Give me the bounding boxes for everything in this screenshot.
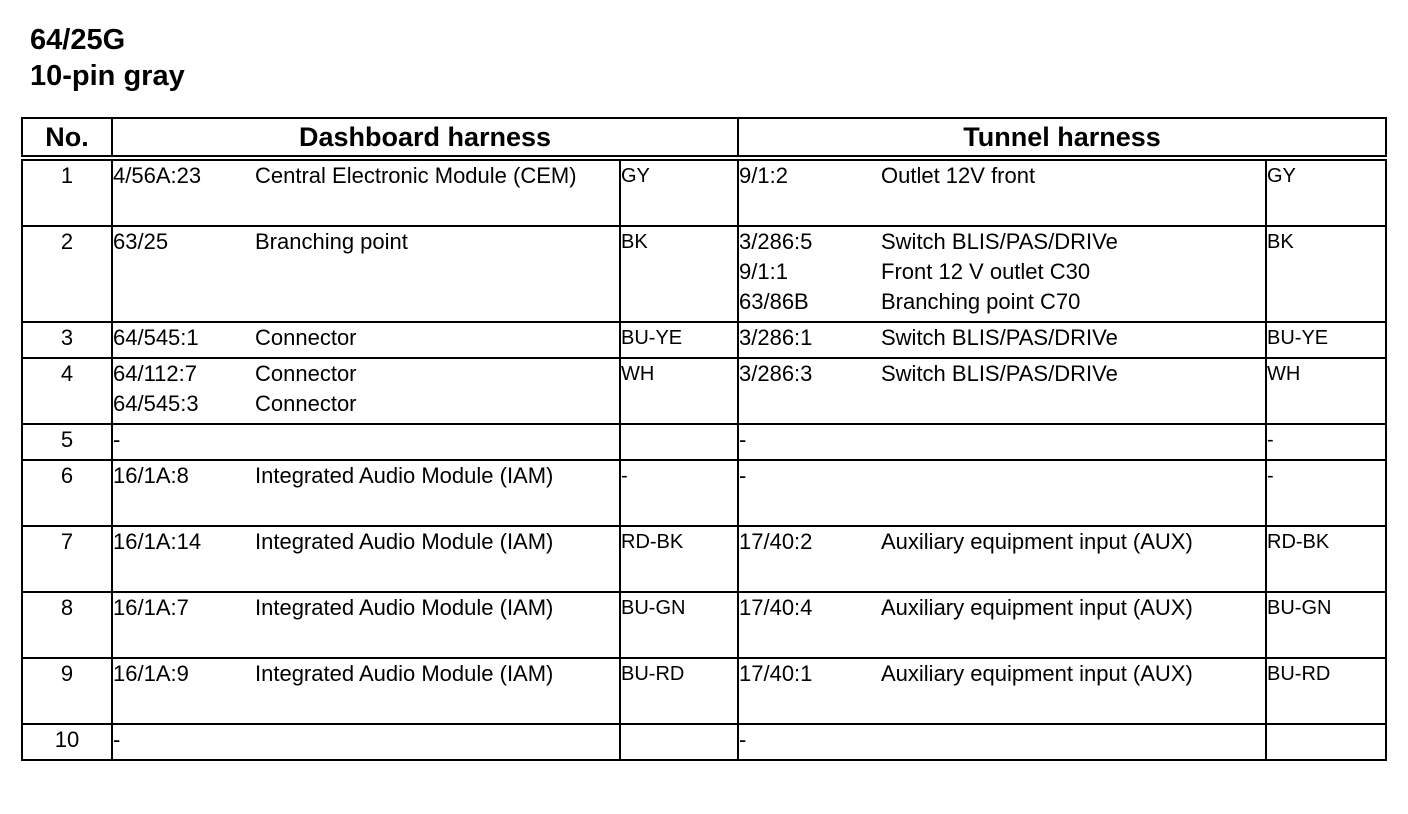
- dashboard-harness-cell: [112, 322, 620, 358]
- tunnel-connection-desc: Front 12 V outlet C30: [881, 259, 1091, 284]
- tunnel-harness-cell: [738, 658, 1266, 724]
- pin-number: 8: [22, 592, 112, 658]
- tunnel-wire-color: GY: [1266, 158, 1386, 226]
- pin-number: 4: [22, 358, 112, 424]
- pin-number: 5: [22, 424, 112, 460]
- table-row: [22, 658, 1386, 724]
- tunnel-connection-ref: 3/286:5: [739, 229, 813, 254]
- tunnel-connection-entry: [739, 287, 1265, 317]
- dashboard-harness-cell: [112, 460, 620, 526]
- tunnel-harness-cell: [738, 460, 1266, 526]
- pinout-table: [21, 117, 1387, 761]
- tunnel-connection-desc: Auxiliary equipment input (AUX): [881, 661, 1193, 686]
- dashboard-connection-desc: Integrated Audio Module (IAM): [255, 661, 554, 686]
- dashboard-wire-color: -: [620, 460, 738, 526]
- pin-number: 9: [22, 658, 112, 724]
- tunnel-harness-cell: [738, 322, 1266, 358]
- dashboard-wire-color: [620, 724, 738, 760]
- dashboard-wire-color: WH: [620, 358, 738, 424]
- tunnel-connection-ref: -: [739, 727, 747, 752]
- tunnel-connection-ref: 9/1:2: [739, 163, 788, 188]
- dashboard-connection-ref: 63/25: [113, 229, 169, 254]
- tunnel-connection-desc: Auxiliary equipment input (AUX): [881, 529, 1193, 554]
- dashboard-wire-color: BU-GN: [620, 592, 738, 658]
- table-row: [22, 358, 1386, 424]
- dashboard-connection-entry: [113, 227, 619, 257]
- table-row: [22, 226, 1386, 322]
- tunnel-connection-entry: [739, 527, 1265, 557]
- tunnel-connection-ref: 17/40:2: [739, 529, 813, 554]
- dashboard-harness-cell: [112, 592, 620, 658]
- header-dashboard-harness: Dashboard harness: [112, 118, 738, 158]
- table-row: [22, 592, 1386, 658]
- tunnel-connection-ref: 3/286:1: [739, 325, 813, 350]
- tunnel-harness-cell: [738, 424, 1266, 460]
- connector-code: 64/25G: [30, 24, 126, 56]
- dashboard-connection-desc: Connector: [255, 391, 357, 416]
- tunnel-connection-ref: -: [739, 427, 747, 452]
- dashboard-connection-ref: 16/1A:9: [113, 661, 189, 686]
- tunnel-harness-cell: [738, 226, 1266, 322]
- dashboard-connection-entry: [113, 359, 619, 389]
- tunnel-connection-desc: Switch BLIS/PAS/DRIVe: [881, 229, 1118, 254]
- tunnel-connection-desc: Switch BLIS/PAS/DRIVe: [881, 361, 1118, 386]
- tunnel-wire-color: BK: [1266, 226, 1386, 322]
- pin-number: 1: [22, 158, 112, 226]
- dashboard-connection-entry: [113, 527, 619, 557]
- dashboard-connection-ref: 16/1A:7: [113, 595, 189, 620]
- tunnel-connection-entry: [739, 161, 1265, 191]
- pin-number: 7: [22, 526, 112, 592]
- tunnel-connection-entry: [739, 725, 1265, 755]
- tunnel-connection-entry: [739, 257, 1265, 287]
- dashboard-harness-cell: [112, 424, 620, 460]
- tunnel-wire-color: -: [1266, 460, 1386, 526]
- dashboard-connection-ref: -: [113, 427, 121, 452]
- tunnel-connection-ref: 3/286:3: [739, 361, 813, 386]
- tunnel-connection-ref: -: [739, 463, 747, 488]
- dashboard-wire-color: [620, 424, 738, 460]
- dashboard-connection-ref: 16/1A:8: [113, 463, 189, 488]
- pin-number: 3: [22, 322, 112, 358]
- tunnel-wire-color: -: [1266, 424, 1386, 460]
- dashboard-wire-color: GY: [620, 158, 738, 226]
- dashboard-connection-ref: 64/545:1: [113, 325, 199, 350]
- dashboard-connection-entry: [113, 161, 619, 191]
- connector-subtitle: 10-pin gray: [30, 60, 185, 92]
- table-row: [22, 322, 1386, 358]
- document-title: [30, 22, 185, 94]
- table-row: [22, 460, 1386, 526]
- tunnel-wire-color: [1266, 724, 1386, 760]
- table-row: [22, 424, 1386, 460]
- table-row: [22, 526, 1386, 592]
- dashboard-harness-cell: [112, 226, 620, 322]
- dashboard-connection-desc: Integrated Audio Module (IAM): [255, 529, 554, 554]
- dashboard-connection-entry: [113, 461, 619, 491]
- tunnel-harness-cell: [738, 526, 1266, 592]
- dashboard-wire-color: BU-RD: [620, 658, 738, 724]
- dashboard-connection-entry: [113, 593, 619, 623]
- tunnel-harness-cell: [738, 592, 1266, 658]
- dashboard-connection-ref: 4/56A:23: [113, 163, 202, 188]
- tunnel-connection-entry: [739, 359, 1265, 389]
- table-row: [22, 158, 1386, 226]
- header-row: [22, 118, 1386, 158]
- pin-number: 2: [22, 226, 112, 322]
- pin-rows: [22, 158, 1386, 760]
- header-no: No.: [22, 118, 112, 158]
- tunnel-connection-entry: [739, 593, 1265, 623]
- tunnel-connection-desc: Outlet 12V front: [881, 163, 1036, 188]
- dashboard-connection-desc: Integrated Audio Module (IAM): [255, 463, 554, 488]
- pin-number: 10: [22, 724, 112, 760]
- dashboard-connection-ref: -: [113, 727, 121, 752]
- tunnel-connection-entry: [739, 461, 1265, 491]
- tunnel-connection-ref: 17/40:1: [739, 661, 813, 686]
- tunnel-harness-cell: [738, 158, 1266, 226]
- tunnel-connection-ref: 17/40:4: [739, 595, 813, 620]
- tunnel-harness-cell: [738, 724, 1266, 760]
- dashboard-connection-entry: [113, 323, 619, 353]
- dashboard-connection-desc: Integrated Audio Module (IAM): [255, 595, 554, 620]
- header-tunnel-harness: Tunnel harness: [738, 118, 1386, 158]
- dashboard-connection-entry: [113, 389, 619, 419]
- dashboard-harness-cell: [112, 526, 620, 592]
- dashboard-connection-entry: [113, 425, 619, 455]
- dashboard-harness-cell: [112, 358, 620, 424]
- dashboard-wire-color: BK: [620, 226, 738, 322]
- dashboard-harness-cell: [112, 658, 620, 724]
- dashboard-connection-ref: 64/545:3: [113, 391, 199, 416]
- tunnel-wire-color: BU-GN: [1266, 592, 1386, 658]
- tunnel-connection-desc: Auxiliary equipment input (AUX): [881, 595, 1193, 620]
- tunnel-connection-desc: Switch BLIS/PAS/DRIVe: [881, 325, 1118, 350]
- tunnel-harness-cell: [738, 358, 1266, 424]
- dashboard-connection-entry: [113, 659, 619, 689]
- tunnel-connection-entry: [739, 323, 1265, 353]
- tunnel-connection-desc: Branching point C70: [881, 289, 1081, 314]
- tunnel-wire-color: WH: [1266, 358, 1386, 424]
- dashboard-connection-desc: Branching point: [255, 229, 408, 254]
- tunnel-connection-ref: 9/1:1: [739, 259, 788, 284]
- dashboard-connection-ref: 16/1A:14: [113, 529, 202, 554]
- dashboard-harness-cell: [112, 724, 620, 760]
- tunnel-connection-entry: [739, 227, 1265, 257]
- tunnel-wire-color: BU-YE: [1266, 322, 1386, 358]
- dashboard-connection-desc: Connector: [255, 361, 357, 386]
- dashboard-wire-color: RD-BK: [620, 526, 738, 592]
- table-row: [22, 724, 1386, 760]
- dashboard-connection-desc: Connector: [255, 325, 357, 350]
- pin-number: 6: [22, 460, 112, 526]
- tunnel-wire-color: BU-RD: [1266, 658, 1386, 724]
- dashboard-connection-ref: 64/112:7: [113, 361, 198, 386]
- dashboard-harness-cell: [112, 158, 620, 226]
- tunnel-connection-entry: [739, 425, 1265, 455]
- tunnel-wire-color: RD-BK: [1266, 526, 1386, 592]
- tunnel-connection-entry: [739, 659, 1265, 689]
- dashboard-connection-entry: [113, 725, 619, 755]
- tunnel-connection-ref: 63/86B: [739, 289, 809, 314]
- dashboard-connection-desc: Central Electronic Module (CEM): [255, 163, 577, 188]
- dashboard-wire-color: BU-YE: [620, 322, 738, 358]
